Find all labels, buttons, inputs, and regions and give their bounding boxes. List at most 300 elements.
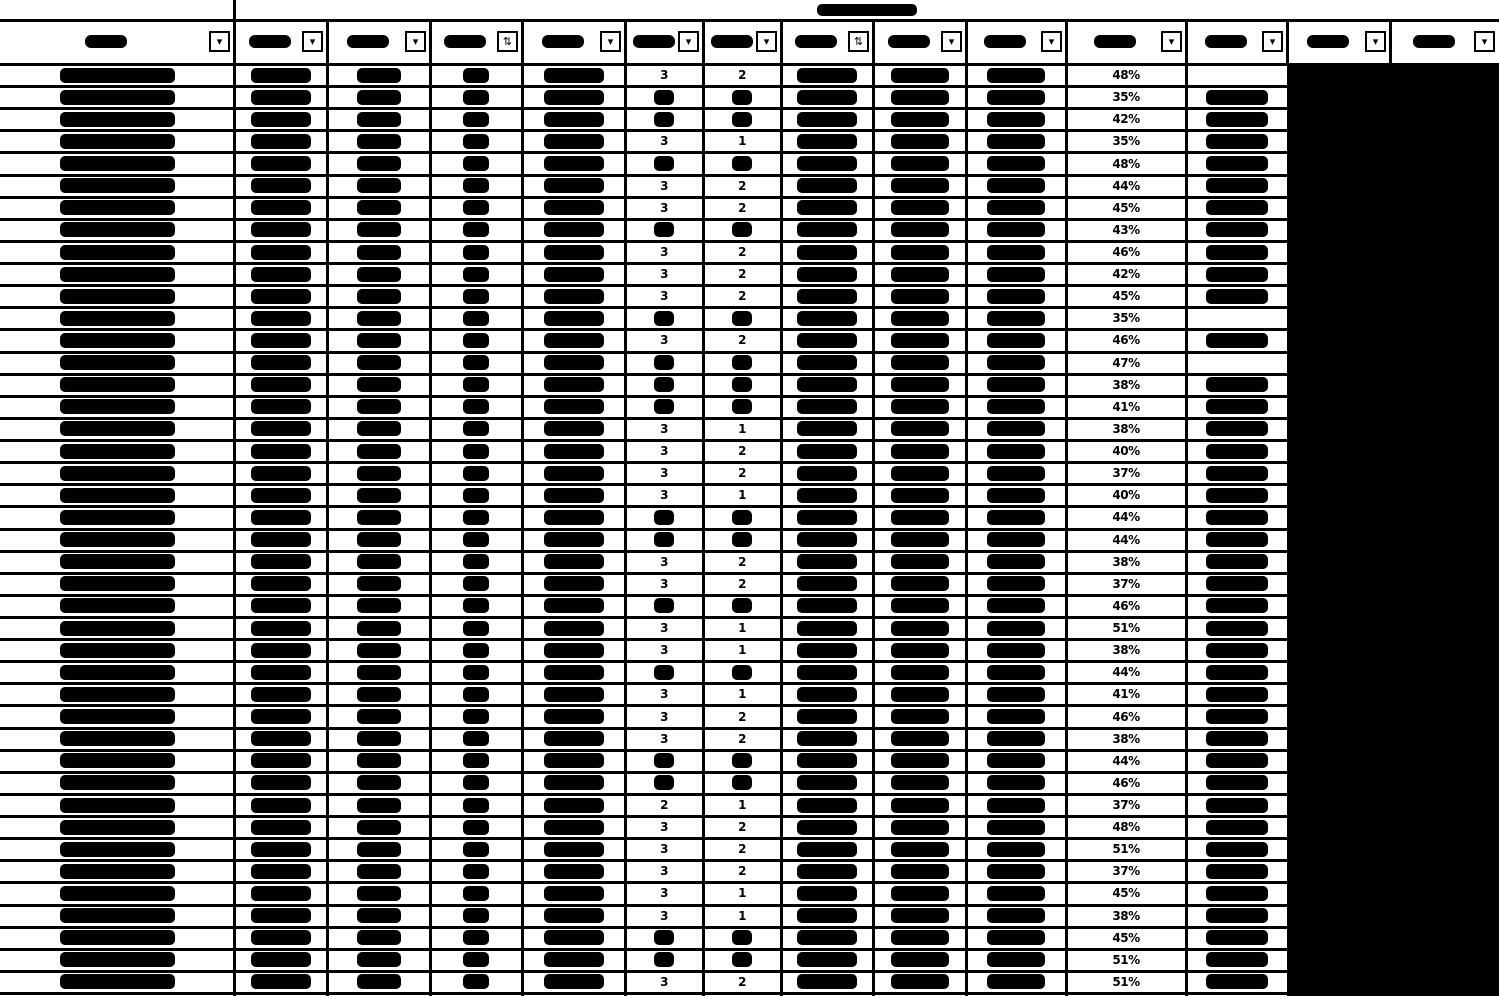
table-cell[interactable] — [522, 905, 625, 927]
table-cell[interactable] — [625, 175, 703, 197]
table-cell[interactable] — [234, 573, 327, 595]
table-cell[interactable] — [781, 728, 873, 750]
table-cell[interactable] — [430, 772, 522, 794]
table-cell[interactable] — [522, 506, 625, 528]
table-cell[interactable] — [703, 108, 781, 130]
table-cell[interactable] — [1186, 705, 1287, 727]
table-cell[interactable] — [966, 130, 1066, 152]
table-cell[interactable] — [966, 882, 1066, 904]
table-cell[interactable] — [234, 418, 327, 440]
table-cell[interactable] — [327, 927, 430, 949]
table-cell[interactable] — [966, 285, 1066, 307]
table-cell[interactable] — [1066, 949, 1186, 971]
table-cell[interactable] — [327, 949, 430, 971]
table-cell[interactable] — [781, 595, 873, 617]
table-cell[interactable] — [873, 816, 966, 838]
table-cell[interactable] — [873, 639, 966, 661]
table-cell[interactable] — [966, 396, 1066, 418]
table-cell[interactable] — [873, 329, 966, 351]
table-cell[interactable] — [327, 860, 430, 882]
table-cell[interactable] — [327, 905, 430, 927]
table-cell[interactable] — [873, 440, 966, 462]
table-cell[interactable] — [0, 197, 234, 219]
table-cell[interactable] — [1186, 573, 1287, 595]
table-cell[interactable] — [522, 263, 625, 285]
table-cell[interactable] — [1186, 838, 1287, 860]
table-cell[interactable] — [327, 64, 430, 86]
table-cell[interactable] — [625, 263, 703, 285]
table-cell[interactable] — [703, 772, 781, 794]
table-cell[interactable] — [625, 728, 703, 750]
table-cell[interactable] — [625, 617, 703, 639]
table-cell[interactable] — [1186, 595, 1287, 617]
table-cell[interactable] — [430, 152, 522, 174]
table-cell[interactable] — [625, 927, 703, 949]
table-cell[interactable] — [0, 152, 234, 174]
table-cell[interactable] — [0, 639, 234, 661]
table-cell[interactable] — [1066, 307, 1186, 329]
table-cell[interactable] — [625, 108, 703, 130]
table-cell[interactable] — [781, 639, 873, 661]
table-cell[interactable] — [430, 573, 522, 595]
table-cell[interactable] — [0, 440, 234, 462]
table-cell[interactable] — [966, 484, 1066, 506]
table-cell[interactable] — [873, 396, 966, 418]
table-cell[interactable] — [327, 484, 430, 506]
table-cell[interactable] — [327, 396, 430, 418]
table-cell[interactable] — [1186, 440, 1287, 462]
table-cell[interactable] — [1066, 882, 1186, 904]
table-cell[interactable] — [327, 86, 430, 108]
table-cell[interactable] — [234, 794, 327, 816]
table-cell[interactable] — [234, 971, 327, 993]
table-cell[interactable] — [0, 949, 234, 971]
table-cell[interactable] — [1066, 971, 1186, 993]
table-cell[interactable] — [966, 197, 1066, 219]
table-cell[interactable] — [781, 352, 873, 374]
table-cell[interactable] — [327, 661, 430, 683]
table-cell[interactable] — [327, 639, 430, 661]
table-cell[interactable] — [430, 130, 522, 152]
table-cell[interactable] — [703, 197, 781, 219]
table-cell[interactable] — [522, 794, 625, 816]
table-cell[interactable] — [1186, 241, 1287, 263]
table-cell[interactable] — [703, 639, 781, 661]
table-cell[interactable] — [522, 241, 625, 263]
table-cell[interactable] — [327, 219, 430, 241]
table-cell[interactable] — [1186, 816, 1287, 838]
table-cell[interactable] — [430, 64, 522, 86]
table-cell[interactable] — [522, 197, 625, 219]
table-cell[interactable] — [430, 905, 522, 927]
table-cell[interactable] — [966, 418, 1066, 440]
table-cell[interactable] — [966, 506, 1066, 528]
table-cell[interactable] — [781, 285, 873, 307]
table-cell[interactable] — [966, 329, 1066, 351]
table-cell[interactable] — [625, 307, 703, 329]
table-cell[interactable] — [966, 661, 1066, 683]
table-cell[interactable] — [873, 860, 966, 882]
table-cell[interactable] — [327, 462, 430, 484]
table-cell[interactable] — [1186, 219, 1287, 241]
table-cell[interactable] — [430, 374, 522, 396]
filter-dropdown-button[interactable] — [405, 31, 426, 52]
table-cell[interactable] — [327, 705, 430, 727]
table-cell[interactable] — [430, 352, 522, 374]
filter-dropdown-button[interactable] — [1041, 31, 1062, 52]
column-header[interactable] — [781, 20, 873, 64]
table-cell[interactable] — [625, 639, 703, 661]
table-cell[interactable] — [430, 263, 522, 285]
table-cell[interactable] — [625, 573, 703, 595]
table-cell[interactable] — [430, 529, 522, 551]
table-cell[interactable] — [0, 506, 234, 528]
table-cell[interactable] — [966, 307, 1066, 329]
table-cell[interactable] — [966, 219, 1066, 241]
table-cell[interactable] — [234, 241, 327, 263]
table-cell[interactable] — [1066, 484, 1186, 506]
table-cell[interactable] — [430, 551, 522, 573]
table-cell[interactable] — [430, 329, 522, 351]
table-cell[interactable] — [781, 772, 873, 794]
table-cell[interactable] — [1186, 905, 1287, 927]
table-cell[interactable] — [0, 86, 234, 108]
table-cell[interactable] — [781, 130, 873, 152]
table-cell[interactable] — [703, 728, 781, 750]
table-cell[interactable] — [703, 241, 781, 263]
table-cell[interactable] — [1186, 506, 1287, 528]
table-cell[interactable] — [522, 551, 625, 573]
table-cell[interactable] — [781, 329, 873, 351]
table-cell[interactable] — [1066, 816, 1186, 838]
table-cell[interactable] — [1186, 794, 1287, 816]
table-cell[interactable] — [781, 506, 873, 528]
table-cell[interactable] — [873, 86, 966, 108]
table-cell[interactable] — [1066, 595, 1186, 617]
table-cell[interactable] — [966, 175, 1066, 197]
table-cell[interactable] — [522, 219, 625, 241]
table-cell[interactable] — [1066, 772, 1186, 794]
table-cell[interactable] — [781, 816, 873, 838]
table-cell[interactable] — [703, 971, 781, 993]
table-cell[interactable] — [1066, 352, 1186, 374]
table-cell[interactable] — [781, 750, 873, 772]
table-cell[interactable] — [703, 285, 781, 307]
sort-filter-button[interactable] — [497, 31, 518, 52]
table-cell[interactable] — [0, 551, 234, 573]
table-cell[interactable] — [522, 462, 625, 484]
table-cell[interactable] — [327, 794, 430, 816]
table-cell[interactable] — [703, 838, 781, 860]
table-cell[interactable] — [430, 617, 522, 639]
table-cell[interactable] — [781, 838, 873, 860]
table-cell[interactable] — [873, 219, 966, 241]
table-cell[interactable] — [966, 794, 1066, 816]
table-cell[interactable] — [522, 949, 625, 971]
table-cell[interactable] — [327, 440, 430, 462]
table-cell[interactable] — [327, 529, 430, 551]
table-cell[interactable] — [781, 705, 873, 727]
table-cell[interactable] — [1066, 728, 1186, 750]
table-cell[interactable] — [703, 506, 781, 528]
table-cell[interactable] — [966, 352, 1066, 374]
table-cell[interactable] — [781, 949, 873, 971]
table-cell[interactable] — [1066, 838, 1186, 860]
table-cell[interactable] — [781, 484, 873, 506]
table-cell[interactable] — [234, 860, 327, 882]
filter-dropdown-button[interactable] — [1474, 31, 1495, 52]
table-cell[interactable] — [873, 728, 966, 750]
table-cell[interactable] — [0, 617, 234, 639]
table-cell[interactable] — [625, 241, 703, 263]
table-cell[interactable] — [703, 750, 781, 772]
table-cell[interactable] — [327, 130, 430, 152]
table-cell[interactable] — [0, 130, 234, 152]
table-cell[interactable] — [625, 86, 703, 108]
table-cell[interactable] — [522, 772, 625, 794]
table-cell[interactable] — [625, 750, 703, 772]
table-cell[interactable] — [873, 794, 966, 816]
table-cell[interactable] — [522, 728, 625, 750]
table-cell[interactable] — [1066, 529, 1186, 551]
table-cell[interactable] — [873, 772, 966, 794]
table-cell[interactable] — [873, 130, 966, 152]
table-cell[interactable] — [234, 905, 327, 927]
table-cell[interactable] — [873, 750, 966, 772]
table-cell[interactable] — [873, 352, 966, 374]
table-cell[interactable] — [703, 683, 781, 705]
table-cell[interactable] — [522, 750, 625, 772]
table-cell[interactable] — [430, 860, 522, 882]
table-cell[interactable] — [703, 529, 781, 551]
table-cell[interactable] — [625, 418, 703, 440]
table-cell[interactable] — [327, 683, 430, 705]
table-cell[interactable] — [625, 219, 703, 241]
table-cell[interactable] — [781, 241, 873, 263]
table-cell[interactable] — [873, 905, 966, 927]
table-cell[interactable] — [1066, 241, 1186, 263]
table-cell[interactable] — [234, 728, 327, 750]
table-cell[interactable] — [1066, 175, 1186, 197]
table-cell[interactable] — [522, 86, 625, 108]
table-cell[interactable] — [625, 772, 703, 794]
table-cell[interactable] — [234, 86, 327, 108]
table-cell[interactable] — [1066, 927, 1186, 949]
table-cell[interactable] — [1186, 484, 1287, 506]
table-cell[interactable] — [0, 241, 234, 263]
table-cell[interactable] — [703, 329, 781, 351]
table-cell[interactable] — [625, 683, 703, 705]
table-cell[interactable] — [873, 506, 966, 528]
table-cell[interactable] — [703, 860, 781, 882]
table-cell[interactable] — [327, 197, 430, 219]
table-cell[interactable] — [625, 816, 703, 838]
column-header[interactable] — [234, 20, 327, 64]
table-cell[interactable] — [234, 130, 327, 152]
table-cell[interactable] — [0, 108, 234, 130]
table-cell[interactable] — [1066, 329, 1186, 351]
table-cell[interactable] — [873, 927, 966, 949]
table-cell[interactable] — [1066, 152, 1186, 174]
table-cell[interactable] — [703, 86, 781, 108]
table-cell[interactable] — [327, 418, 430, 440]
table-cell[interactable] — [625, 905, 703, 927]
table-cell[interactable] — [625, 971, 703, 993]
table-cell[interactable] — [625, 551, 703, 573]
table-cell[interactable] — [234, 816, 327, 838]
table-cell[interactable] — [625, 285, 703, 307]
table-cell[interactable] — [1186, 750, 1287, 772]
table-cell[interactable] — [966, 374, 1066, 396]
table-cell[interactable] — [234, 617, 327, 639]
table-cell[interactable] — [234, 263, 327, 285]
table-cell[interactable] — [873, 241, 966, 263]
column-header[interactable] — [1186, 20, 1287, 64]
table-cell[interactable] — [966, 86, 1066, 108]
table-cell[interactable] — [625, 329, 703, 351]
table-cell[interactable] — [430, 175, 522, 197]
table-cell[interactable] — [234, 175, 327, 197]
table-cell[interactable] — [1186, 64, 1287, 86]
table-cell[interactable] — [703, 175, 781, 197]
table-cell[interactable] — [0, 860, 234, 882]
table-cell[interactable] — [966, 64, 1066, 86]
table-cell[interactable] — [522, 152, 625, 174]
table-cell[interactable] — [0, 285, 234, 307]
table-cell[interactable] — [234, 529, 327, 551]
table-cell[interactable] — [966, 728, 1066, 750]
filter-dropdown-button[interactable] — [1262, 31, 1283, 52]
table-cell[interactable] — [234, 440, 327, 462]
table-cell[interactable] — [234, 882, 327, 904]
table-cell[interactable] — [873, 595, 966, 617]
table-cell[interactable] — [1066, 573, 1186, 595]
table-cell[interactable] — [234, 506, 327, 528]
table-cell[interactable] — [430, 728, 522, 750]
table-cell[interactable] — [1066, 551, 1186, 573]
table-cell[interactable] — [430, 219, 522, 241]
column-header[interactable] — [873, 20, 966, 64]
table-cell[interactable] — [522, 374, 625, 396]
table-cell[interactable] — [0, 396, 234, 418]
table-cell[interactable] — [1186, 949, 1287, 971]
table-cell[interactable] — [0, 728, 234, 750]
table-cell[interactable] — [1186, 639, 1287, 661]
table-cell[interactable] — [1186, 108, 1287, 130]
table-cell[interactable] — [1066, 860, 1186, 882]
table-cell[interactable] — [966, 927, 1066, 949]
table-cell[interactable] — [0, 307, 234, 329]
table-cell[interactable] — [703, 484, 781, 506]
table-cell[interactable] — [234, 551, 327, 573]
table-cell[interactable] — [0, 329, 234, 351]
table-cell[interactable] — [234, 639, 327, 661]
table-cell[interactable] — [966, 241, 1066, 263]
table-cell[interactable] — [327, 772, 430, 794]
table-cell[interactable] — [430, 595, 522, 617]
table-cell[interactable] — [625, 396, 703, 418]
table-cell[interactable] — [327, 108, 430, 130]
table-cell[interactable] — [0, 529, 234, 551]
table-cell[interactable] — [781, 219, 873, 241]
column-header[interactable] — [1287, 20, 1390, 64]
table-cell[interactable] — [1186, 130, 1287, 152]
column-header[interactable] — [966, 20, 1066, 64]
table-cell[interactable] — [625, 440, 703, 462]
table-cell[interactable] — [430, 418, 522, 440]
table-cell[interactable] — [234, 396, 327, 418]
table-cell[interactable] — [0, 175, 234, 197]
table-cell[interactable] — [0, 750, 234, 772]
table-cell[interactable] — [966, 551, 1066, 573]
table-cell[interactable] — [703, 418, 781, 440]
table-cell[interactable] — [522, 838, 625, 860]
table-cell[interactable] — [327, 838, 430, 860]
table-cell[interactable] — [625, 882, 703, 904]
filter-dropdown-button[interactable] — [756, 31, 777, 52]
table-cell[interactable] — [522, 440, 625, 462]
filter-dropdown-button[interactable] — [941, 31, 962, 52]
table-cell[interactable] — [1066, 108, 1186, 130]
table-cell[interactable] — [781, 661, 873, 683]
table-cell[interactable] — [873, 971, 966, 993]
table-cell[interactable] — [966, 750, 1066, 772]
table-cell[interactable] — [625, 64, 703, 86]
table-cell[interactable] — [873, 617, 966, 639]
table-cell[interactable] — [234, 949, 327, 971]
table-cell[interactable] — [327, 285, 430, 307]
table-cell[interactable] — [522, 484, 625, 506]
table-cell[interactable] — [781, 683, 873, 705]
table-cell[interactable] — [966, 772, 1066, 794]
table-cell[interactable] — [1066, 285, 1186, 307]
table-cell[interactable] — [781, 152, 873, 174]
table-cell[interactable] — [966, 816, 1066, 838]
table-cell[interactable] — [0, 838, 234, 860]
table-cell[interactable] — [234, 705, 327, 727]
table-cell[interactable] — [327, 152, 430, 174]
table-cell[interactable] — [625, 352, 703, 374]
table-cell[interactable] — [1186, 971, 1287, 993]
table-cell[interactable] — [522, 573, 625, 595]
table-cell[interactable] — [522, 285, 625, 307]
table-cell[interactable] — [430, 639, 522, 661]
table-cell[interactable] — [703, 595, 781, 617]
table-cell[interactable] — [966, 905, 1066, 927]
filter-dropdown-button[interactable] — [209, 31, 230, 52]
table-cell[interactable] — [1066, 661, 1186, 683]
table-cell[interactable] — [234, 462, 327, 484]
table-cell[interactable] — [522, 175, 625, 197]
table-cell[interactable] — [1066, 130, 1186, 152]
table-cell[interactable] — [781, 794, 873, 816]
table-cell[interactable] — [781, 617, 873, 639]
table-cell[interactable] — [234, 152, 327, 174]
table-cell[interactable] — [781, 440, 873, 462]
table-cell[interactable] — [1186, 683, 1287, 705]
table-cell[interactable] — [430, 705, 522, 727]
table-cell[interactable] — [1186, 728, 1287, 750]
table-cell[interactable] — [327, 241, 430, 263]
table-cell[interactable] — [873, 882, 966, 904]
column-header[interactable] — [1066, 20, 1186, 64]
table-cell[interactable] — [522, 816, 625, 838]
table-cell[interactable] — [430, 241, 522, 263]
table-cell[interactable] — [1186, 285, 1287, 307]
table-cell[interactable] — [1066, 750, 1186, 772]
table-cell[interactable] — [781, 197, 873, 219]
table-cell[interactable] — [625, 374, 703, 396]
